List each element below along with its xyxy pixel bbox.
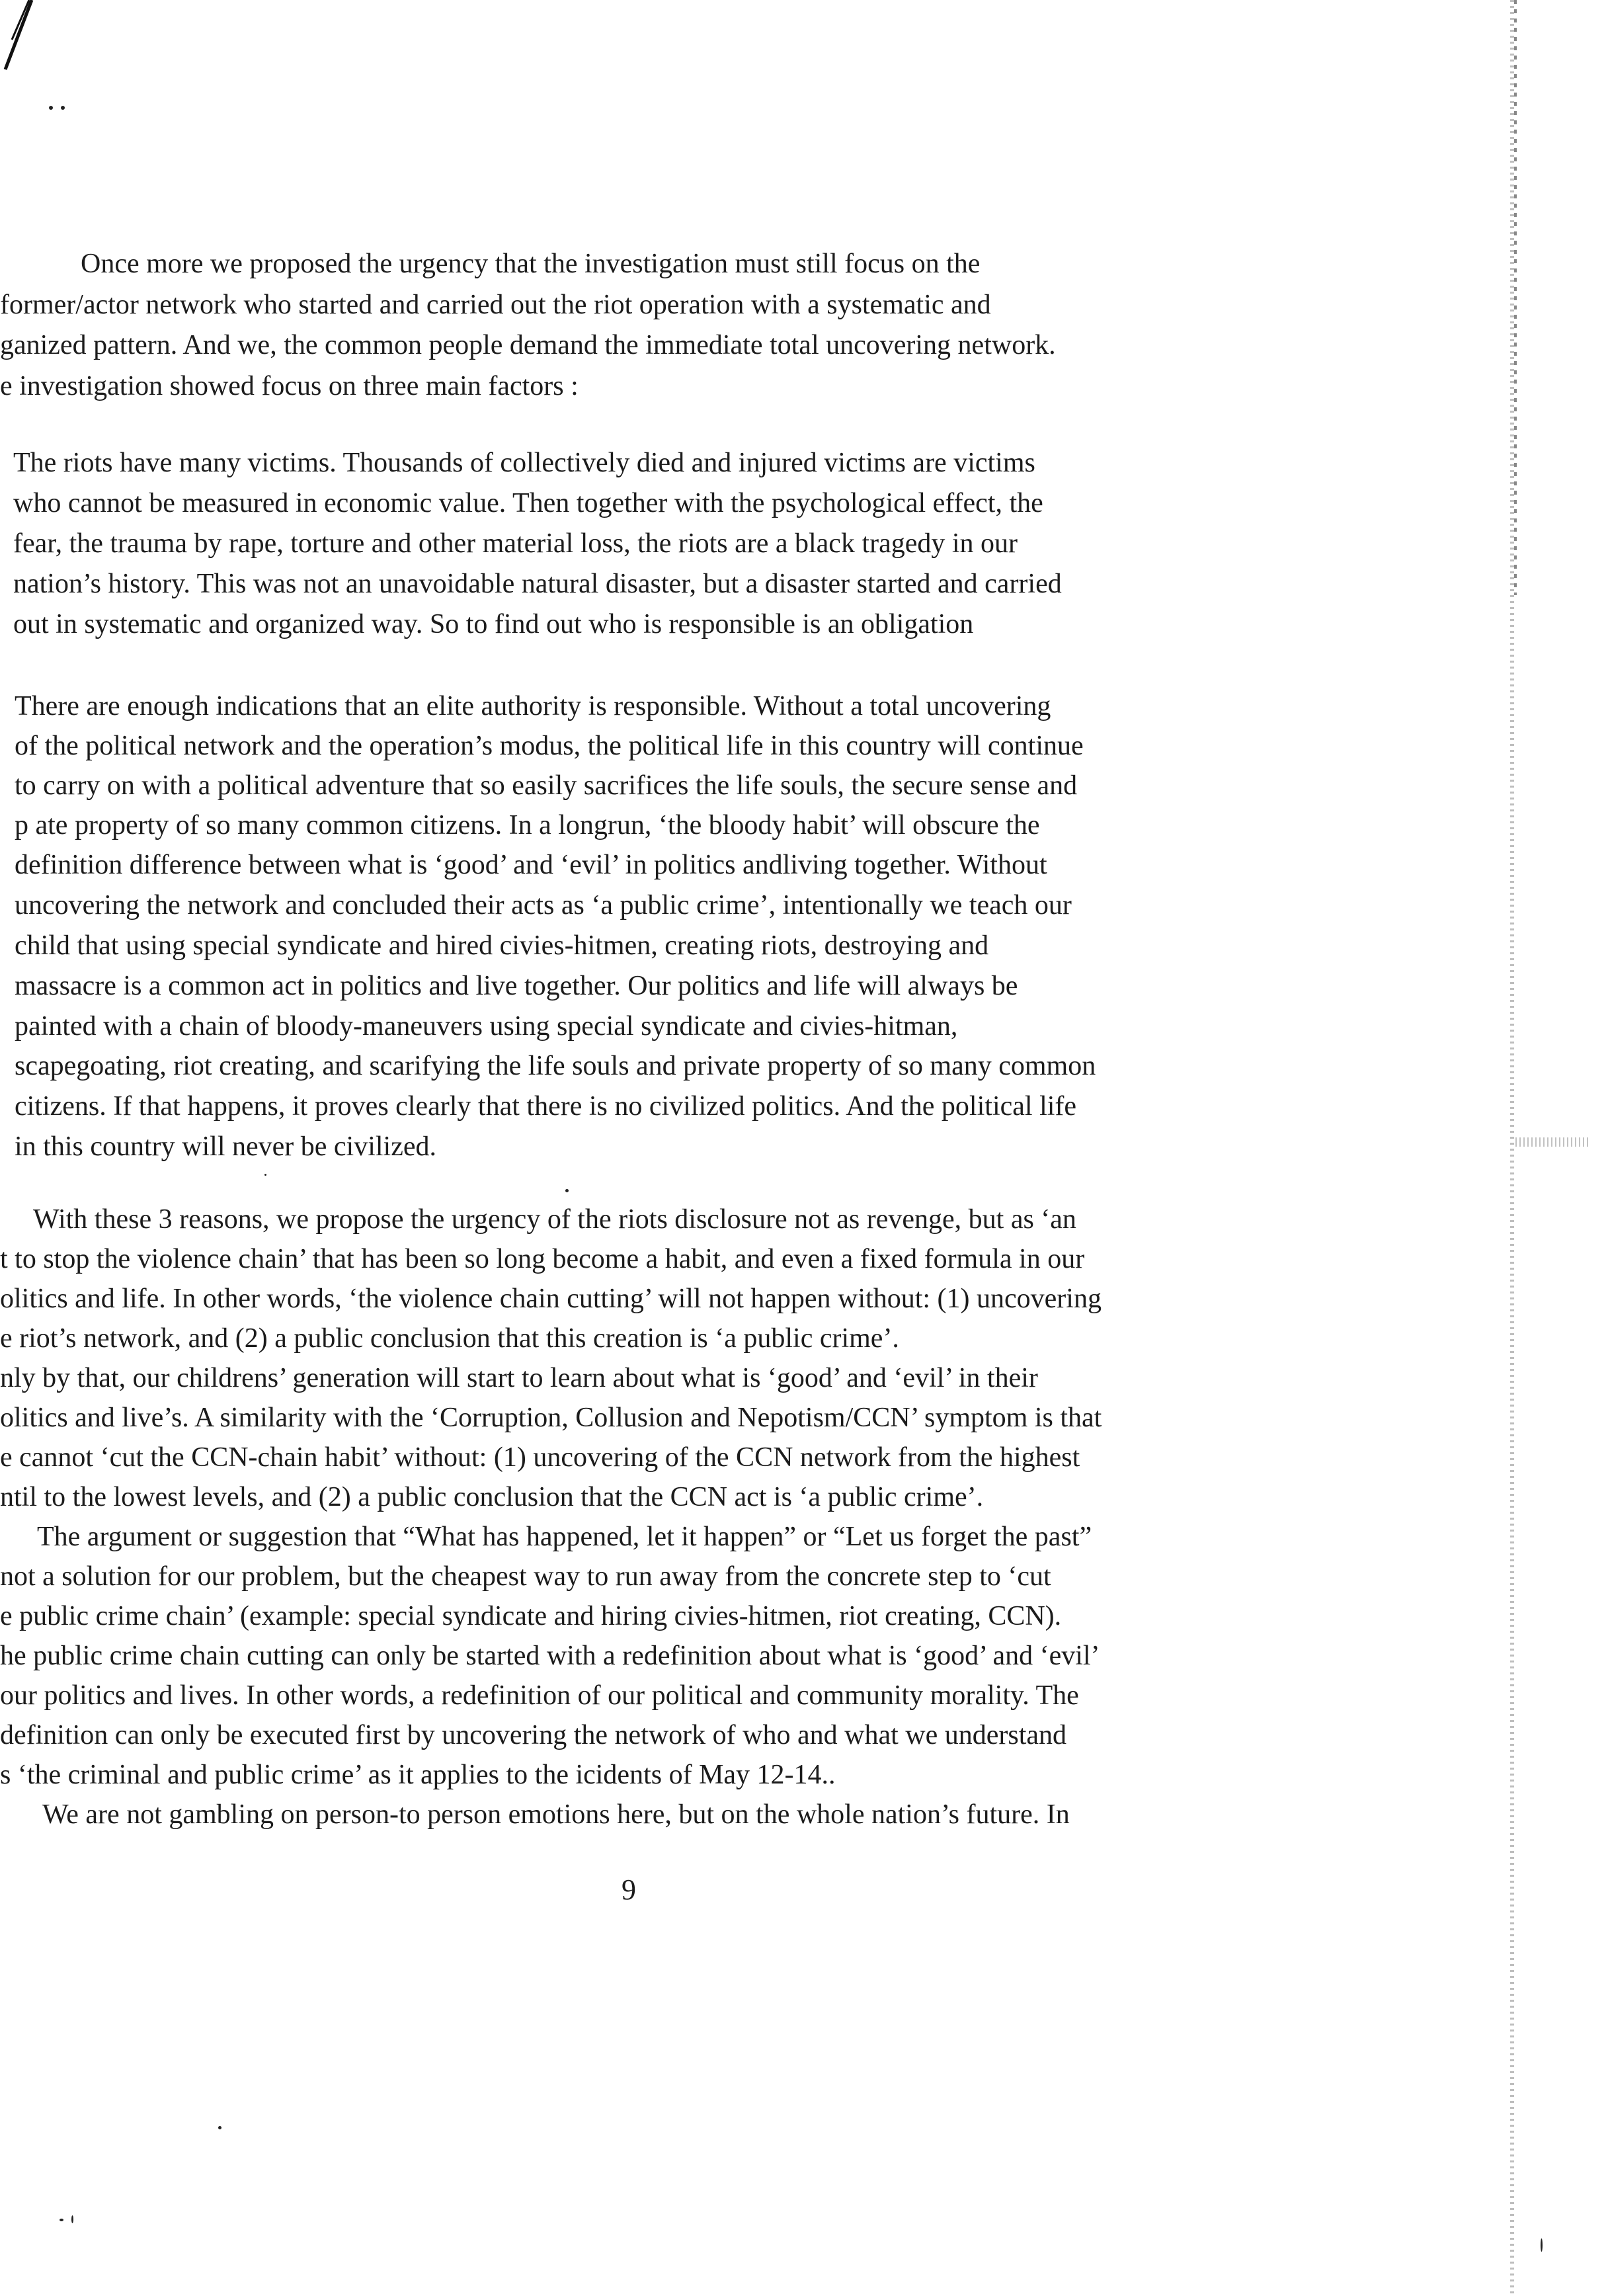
scan-speck [565,1189,569,1192]
page-number: 9 [622,1873,636,1906]
factor-two-line: p ate property of so many common citizens. In a longrun, ‘the bloody habit’ will obscure the [15,810,1040,840]
scan-speck [61,106,65,110]
scan-corner-mark [0,0,40,73]
argument-line: not a solution for our problem, but the cheapest way to run away from the concrete step to ‘cut [0,1561,1051,1592]
factor-one-line: who cannot be measured in economic value. Then together with the psychological effect, the [13,488,1043,518]
scan-speck [60,2219,63,2221]
closing-line: We are not gambling on person-to person emotions here, but on the whole nation’s future. In [42,1799,1070,1830]
reasons-line: nly by that, our childrens’ generation will start to learn about what is ‘good’ and ‘evil’ in their [0,1363,1038,1393]
argument-line: s ‘the criminal and public crime’ as it applies to the icidents of May 12-14.. [0,1760,836,1790]
factor-one-line: out in systematic and organized way. So to find out who is responsible is an obligation [13,609,974,639]
reasons-line: t to stop the violence chain’ that has been so long become a habit, and even a fixed formula in our [0,1244,1085,1274]
argument-line: The argument or suggestion that “What has happened, let it happen” or “Let us forget the past” [37,1522,1092,1552]
reasons-line: With these 3 reasons, we propose the urgency of the riots disclosure not as revenge, but as ‘an [33,1204,1076,1235]
scan-speck [71,2215,73,2223]
factor-two-line: uncovering the network and concluded their acts as ‘a public crime’, intentionally we teach our [15,890,1072,921]
intro-line: former/actor network who started and carried out the riot operation with a systematic and [0,290,991,320]
reasons-line: olitics and live’s. A similarity with the ‘Corruption, Collusion and Nepotism/CCN’ symptom is that [0,1403,1102,1433]
factor-two-line: citizens. If that happens, it proves clearly that there is no civilized politics. And the political life [15,1091,1077,1122]
intro-line: e investigation showed focus on three main factors : [0,371,579,401]
factor-two-line: scapegoating, riot creating, and scarifying the life souls and private property of so many common [15,1051,1096,1081]
factor-one-line: The riots have many victims. Thousands of collectively died and injured victims are victims [13,448,1035,478]
factor-two-line: massacre is a common act in politics and live together. Our politics and life will always be [15,971,1018,1001]
argument-line: definition can only be executed first by uncovering the network of who and what we understand [0,1720,1067,1750]
intro-line: ganized pattern. And we, the common people demand the immediate total uncovering network. [0,330,1056,360]
reasons-line: e cannot ‘cut the CCN-chain habit’ without: (1) uncovering of the CCN network from the highest [0,1442,1080,1473]
scan-speck [218,2126,221,2129]
scan-speck [49,106,53,110]
factor-two-line: painted with a chain of bloody-maneuvers using special syndicate and civies-hitman, [15,1011,958,1042]
scan-edge-dark [1514,0,1517,595]
factor-two-line: in this country will never be civilized. [15,1131,436,1162]
factor-two-line: to carry on with a political adventure that so easily sacrifices the life souls, the secure sense and [15,770,1078,801]
argument-line: he public crime chain cutting can only be started with a redefinition about what is ‘good’ and ‘evil’ [0,1641,1100,1671]
reasons-line: e riot’s network, and (2) a public conclusion that this creation is ‘a public crime’. [0,1323,899,1354]
scan-speck [1541,2238,1543,2252]
factor-one-line: nation’s history. This was not an unavoidable natural disaster, but a disaster started and carried [13,569,1062,599]
factor-two-line: There are enough indications that an elite authority is responsible. Without a total uncovering [15,691,1051,721]
scan-noise [1515,1137,1588,1147]
scan-speck [264,1174,266,1176]
argument-line: our politics and lives. In other words, a redefinition of our political and community morality. The [0,1680,1079,1711]
factor-one-line: fear, the trauma by rape, torture and other material loss, the riots are a black tragedy in our [13,528,1018,559]
factor-two-line: definition difference between what is ‘good’ and ‘evil’ in politics andliving together. Without [15,850,1047,880]
reasons-line: ntil to the lowest levels, and (2) a public conclusion that the CCN act is ‘a public crime’. [0,1482,984,1512]
argument-line: e public crime chain’ (example: special syndicate and hiring civies-hitmen, riot creating, CCN). [0,1601,1062,1631]
factor-two-line: child that using special syndicate and hired civies-hitmen, creating riots, destroying and [15,930,989,961]
intro-line: Once more we proposed the urgency that the investigation must still focus on the [81,249,981,279]
reasons-line: olitics and life. In other words, ‘the violence chain cutting’ will not happen without: (1) uncovering [0,1284,1102,1314]
factor-two-line: of the political network and the operation’s modus, the political life in this country will continue [15,731,1084,761]
